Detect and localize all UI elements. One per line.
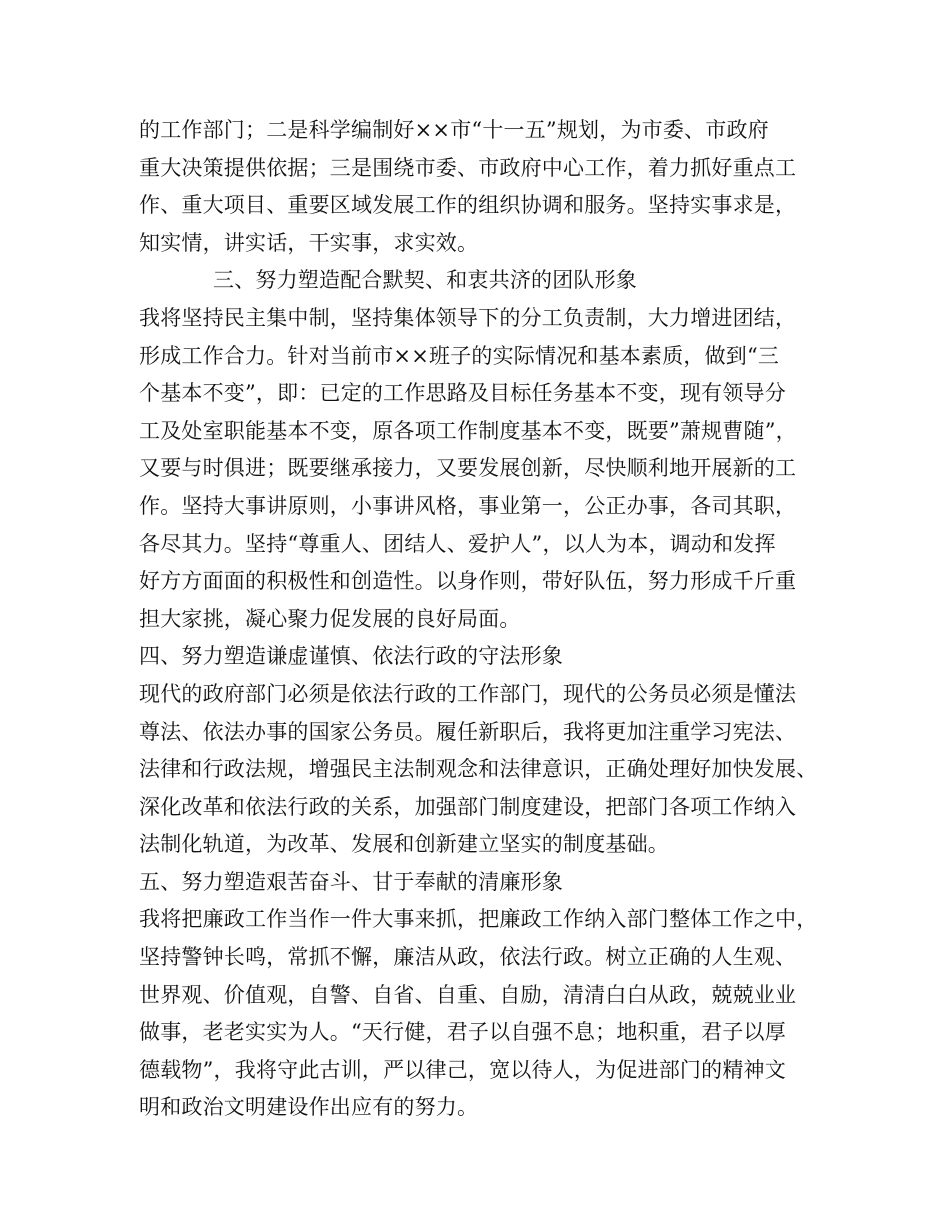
body-line: 做事，老老实实为人。“天行健，君子以自强不息；地积重，君子以厚 [139, 1020, 786, 1045]
body-line: 明和政治文明建设作出应有的努力。 [139, 1095, 479, 1120]
body-line: 各尽其力。坚持“尊重人、团结人、爱护人”，以人为本，调动和发挥 [139, 531, 776, 556]
section-heading-5: 五、努力塑造艰苦奋斗、甘于奉献的清廉形象 [139, 869, 563, 894]
body-line: 尊法、依法办事的国家公务员。履任新职后，我将更加注重学习宪法、 [139, 719, 797, 744]
body-line: 德载物”，我将守此古训，严以律己，宽以待人，为促进部门的精神文 [139, 1057, 786, 1082]
body-line: 形成工作合力。针对当前市××班子的实际情况和基本素质，做到“三 [139, 343, 780, 368]
body-line: 现代的政府部门必须是依法行政的工作部门，现代的公务员必须是懂法 [139, 681, 797, 706]
section-heading-4: 四、努力塑造谦虚谨慎、依法行政的守法形象 [139, 644, 563, 669]
body-line: 坚持警钟长鸣，常抓不懈，廉洁从政，依法行政。树立正确的人生观、 [139, 945, 797, 970]
body-line: 世界观、价值观，自警、自省、自重、自励，清清白白从政，兢兢业业 [139, 982, 797, 1007]
body-line: 法制化轨道，为改革、发展和创新建立坚实的制度基础。 [139, 832, 669, 857]
body-line: 我将把廉政工作当作一件大事来抓，把廉政工作纳入部门整体工作之中， [139, 907, 818, 932]
body-line: 作。坚持大事讲原则，小事讲风格，事业第一，公正办事，各司其职， [139, 493, 797, 518]
body-line: 个基本不变”，即：已定的工作思路及目标任务基本不变，现有领导分 [139, 381, 786, 406]
body-line: 工及处室职能基本不变，原各项工作制度基本不变，既要”萧规曹随”， [139, 418, 797, 443]
body-line: 我将坚持民主集中制，坚持集体领导下的分工负责制，大力增进团结， [139, 305, 797, 330]
body-line: 作、重大项目、重要区域发展工作的组织协调和服务。坚持实事求是， [139, 193, 797, 218]
body-line: 深化改革和依法行政的关系，加强部门制度建设，把部门各项工作纳入 [139, 794, 797, 819]
body-line: 又要与时俱进；既要继承接力，又要发展创新，尽快顺利地开展新的工 [139, 456, 797, 481]
body-line: 知实情，讲实话，干实事，求实效。 [139, 230, 479, 255]
document-body [139, 112, 819, 1127]
body-line: 重大决策提供依据；三是围绕市委、市政府中心工作，着力抓好重点工 [139, 155, 797, 180]
body-line: 好方方面面的积极性和创造性。以身作则，带好队伍，努力形成千斤重 [139, 569, 797, 594]
body-line: 法律和行政法规，增强民主法制观念和法律意识，正确处理好加快发展、 [139, 757, 818, 782]
body-line: 担大家挑，凝心聚力促发展的良好局面。 [139, 606, 521, 631]
body-line: 的工作部门；二是科学编制好××市“十一五”规划，为市委、市政府 [139, 118, 769, 142]
section-heading-3: 三、努力塑造配合默契、和衷共济的团队形象 [213, 268, 637, 293]
